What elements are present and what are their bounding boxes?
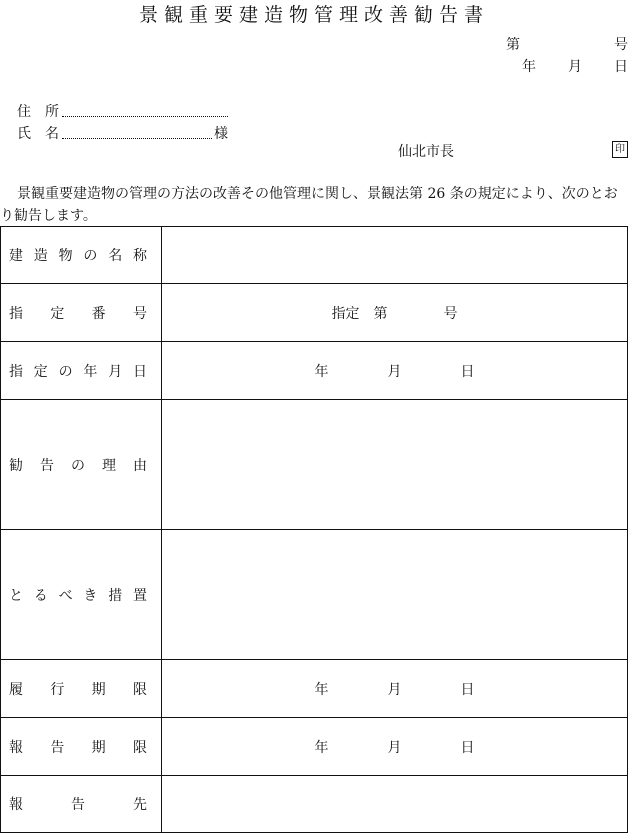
report-deadline-cell (162, 718, 628, 776)
designation-date-cell (162, 342, 628, 400)
required-measures-cell (162, 530, 628, 660)
seal-mark: 印 (612, 141, 628, 158)
row-label: 勧告の理由 (9, 457, 147, 474)
row-label-cell (1, 660, 162, 718)
doc-number-label: 第 (506, 37, 520, 53)
document-title: 景観重要建造物管理改善勧告書 (138, 4, 489, 26)
table-row (1, 284, 628, 342)
designation-number-value: 指定 第 号 (331, 305, 458, 322)
row-label: 履行期限 (9, 681, 147, 698)
name-label: 氏名 (17, 126, 73, 142)
building-name-cell (162, 227, 628, 284)
row-label-cell (1, 227, 162, 284)
date-day-label: 日 (614, 59, 628, 75)
row-label-cell (1, 400, 162, 530)
table-row (1, 530, 628, 660)
name-field-line (62, 138, 212, 139)
row-label-cell (1, 284, 162, 342)
row-label: 建造物の名称 (9, 248, 147, 264)
intro-paragraph: 景観重要建造物の管理の方法の改善その他管理に関し、景観法第 26 条の規定により、次のとおり勧告します。 (0, 186, 618, 224)
table-row (1, 718, 628, 776)
designation-date-value: 年 月 日 (314, 363, 475, 380)
report-destination-cell (162, 776, 628, 833)
issuer-name: 仙北市長 (398, 144, 454, 160)
row-label: 指定番号 (9, 305, 147, 322)
recommendation-reason-cell (162, 400, 628, 530)
address-label: 住所 (17, 104, 73, 120)
table-row (1, 400, 628, 530)
table-row (1, 660, 628, 718)
doc-number-suffix: 号 (614, 37, 628, 53)
row-label: 報告期限 (9, 739, 147, 756)
recommendation-form-table (0, 226, 628, 833)
performance-deadline-value: 年 月 日 (314, 681, 475, 698)
report-deadline-value: 年 月 日 (314, 739, 475, 756)
table-row (1, 342, 628, 400)
row-label-cell (1, 776, 162, 833)
performance-deadline-cell (162, 660, 628, 718)
row-label: とるべき措置 (9, 587, 147, 604)
address-field-line (62, 116, 228, 117)
designation-number-cell (162, 284, 628, 342)
date-year-label: 年 (522, 59, 536, 75)
date-month-label: 月 (568, 59, 582, 75)
row-label: 指定の年月日 (9, 363, 147, 380)
row-label-cell (1, 530, 162, 660)
row-label: 報告先 (9, 797, 147, 813)
row-label-cell (1, 718, 162, 776)
row-label-cell (1, 342, 162, 400)
table-row (1, 227, 628, 284)
table-row (1, 776, 628, 833)
honorific: 様 (214, 126, 228, 142)
